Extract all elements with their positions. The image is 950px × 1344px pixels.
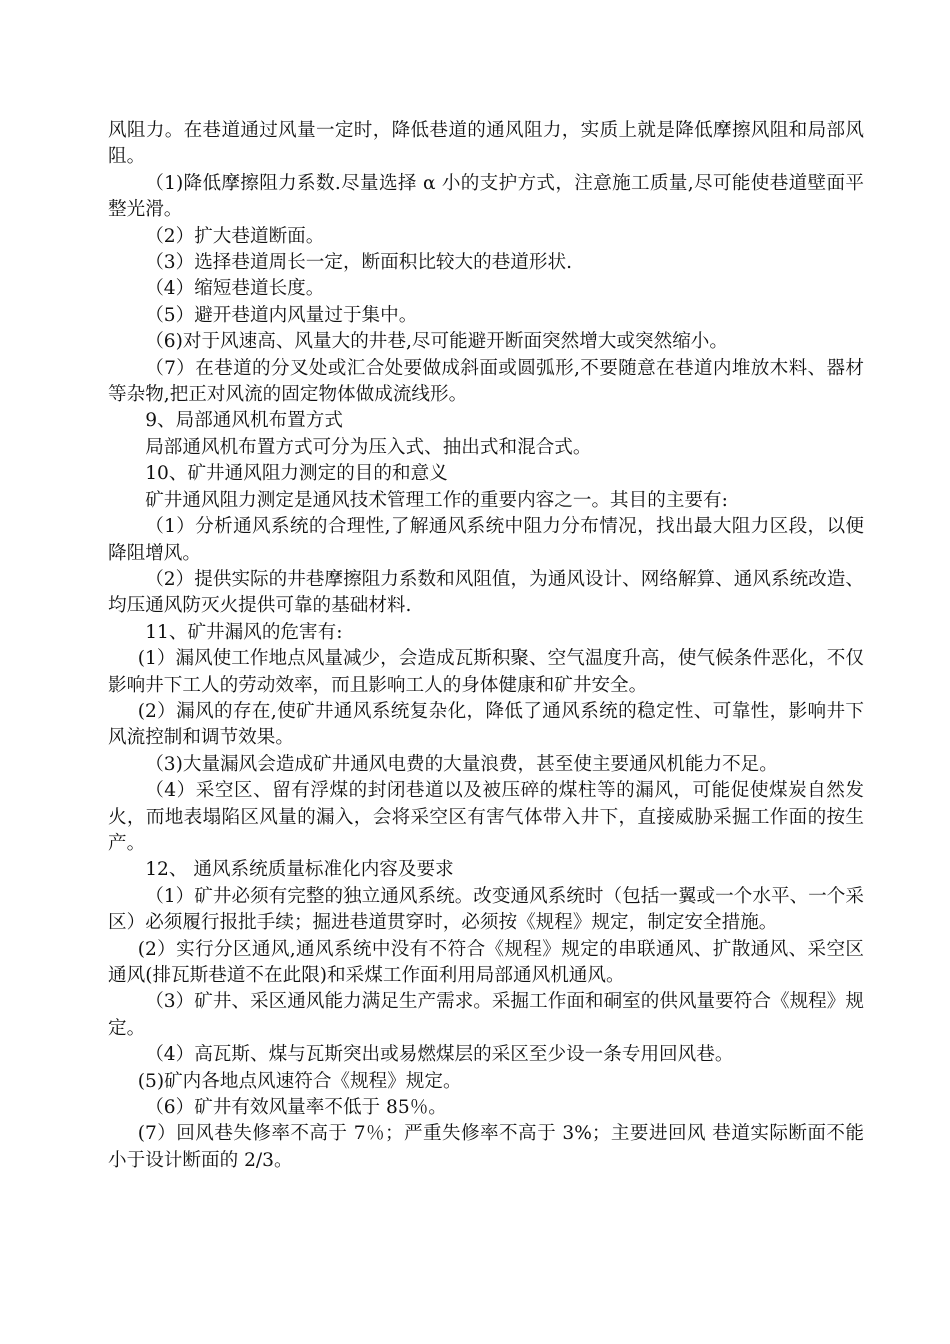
section-heading-9: 9、局部通风机布置方式: [145, 410, 343, 432]
section-11-item-2: (2）漏风的存在,使矿井通风系统复杂化，降低了通风系统的稳定性、可靠性，影响井下风流控制和调节效果。: [108, 700, 864, 749]
section-10-item-2: （2）提供实际的井巷摩擦阻力系数和风阻值，为通风设计、网络解算、通风系统改造、均压通风防灭火提供可靠的基础材料.: [108, 568, 864, 617]
section-10-item-1: （1）分析通风系统的合理性,了解通风系统中阻力分布情况，找出最大阻力区段，以便降阻增风。: [108, 516, 864, 564]
list-item-2: （2）扩大巷道断面。: [145, 225, 325, 247]
section-heading-12: 12、 通风系统质量标准化内容及要求: [145, 859, 454, 881]
section-12-item-3: （3）矿井、采区通风能力满足生产需求。采掘工作面和硐室的供风量要符合《规程》规定。: [108, 991, 864, 1039]
section-10-body: 矿井通风阻力测定是通风技术管理工作的重要内容之一。其目的主要有:: [145, 489, 728, 511]
list-item-1: （1)降低摩擦阻力系数.尽量选择 α 小的支护方式，注意施工质量,尽可能使巷道壁面平整光滑。: [108, 172, 864, 221]
section-11-item-3: （3)大量漏风会造成矿井通风电费的大量浪费，甚至使主要通风机能力不足。: [145, 753, 778, 775]
document-page: [108, 118, 864, 1174]
section-heading-11: 11、矿井漏风的危害有:: [145, 621, 343, 643]
section-11-item-1: (1）漏风使工作地点风量减少，会造成瓦斯积聚、空气温度升高，使气候条件恶化，不仅影响井下工人的劳动效率，而且影响工人的身体健康和矿井安全。: [108, 648, 864, 696]
list-item-7: （7）在巷道的分叉处或汇合处要做成斜面或圆弧形,不要随意在巷道内堆放木料、器材等杂物,把正对风流的固定物体做成流线形。: [108, 357, 864, 406]
section-12-item-2: (2）实行分区通风,通风系统中没有不符合《规程》规定的串联通风、扩散通风、采空区通风(排瓦斯巷道不在此限)和采煤工作面利用局部通风机通风。: [108, 938, 864, 986]
paragraph-continuation: 风阻力。在巷道通过风量一定时，降低巷道的通风阻力，实质上就是降低摩擦风阻和局部风阻。: [108, 120, 864, 168]
list-item-4: （4）缩短巷道长度。: [145, 278, 325, 300]
section-11-item-4: （4）采空区、留有浮煤的封闭巷道以及被压碎的煤柱等的漏风，可能促使煤炭自然发火，而地表塌陷区风量的漏入，会将采空区有害气体带入井下，直接威胁采掘工作面的按生产。: [108, 780, 864, 854]
list-item-3: （3）选择巷道周长一定，断面积比较大的巷道形状.: [145, 252, 572, 274]
section-12-item-5: (5)矿内各地点风速符合《规程》规定。: [137, 1070, 462, 1092]
section-12-item-6: （6）矿井有效风量率不低于 85％。: [145, 1097, 447, 1119]
section-12-item-1: （1）矿井必须有完整的独立通风系统。改变通风系统时（包括一翼或一个水平、一个采区）必须履行报批手续；掘进巷道贯穿时，必须按《规程》规定，制定安全措施。: [108, 885, 864, 934]
section-heading-10: 10、矿井通风阻力测定的目的和意义: [145, 463, 448, 485]
section-9-body: 局部通风机布置方式可分为压入式、抽出式和混合式。: [145, 436, 592, 458]
list-item-5: （5）避开巷道内风量过于集中。: [145, 304, 418, 326]
list-item-6: （6)对于风速高、风量大的井巷,尽可能避开断面突然增大或突然缩小。: [145, 331, 728, 353]
section-12-item-7: (7）回风巷失修率不高于 7％；严重失修率不高于 3%；主要进回风 巷道实际断面不能小于设计断面的 2/3。: [108, 1123, 864, 1171]
section-12-item-4: （4）高瓦斯、煤与瓦斯突出或易燃煤层的采区至少设一条专用回风巷。: [145, 1044, 734, 1066]
